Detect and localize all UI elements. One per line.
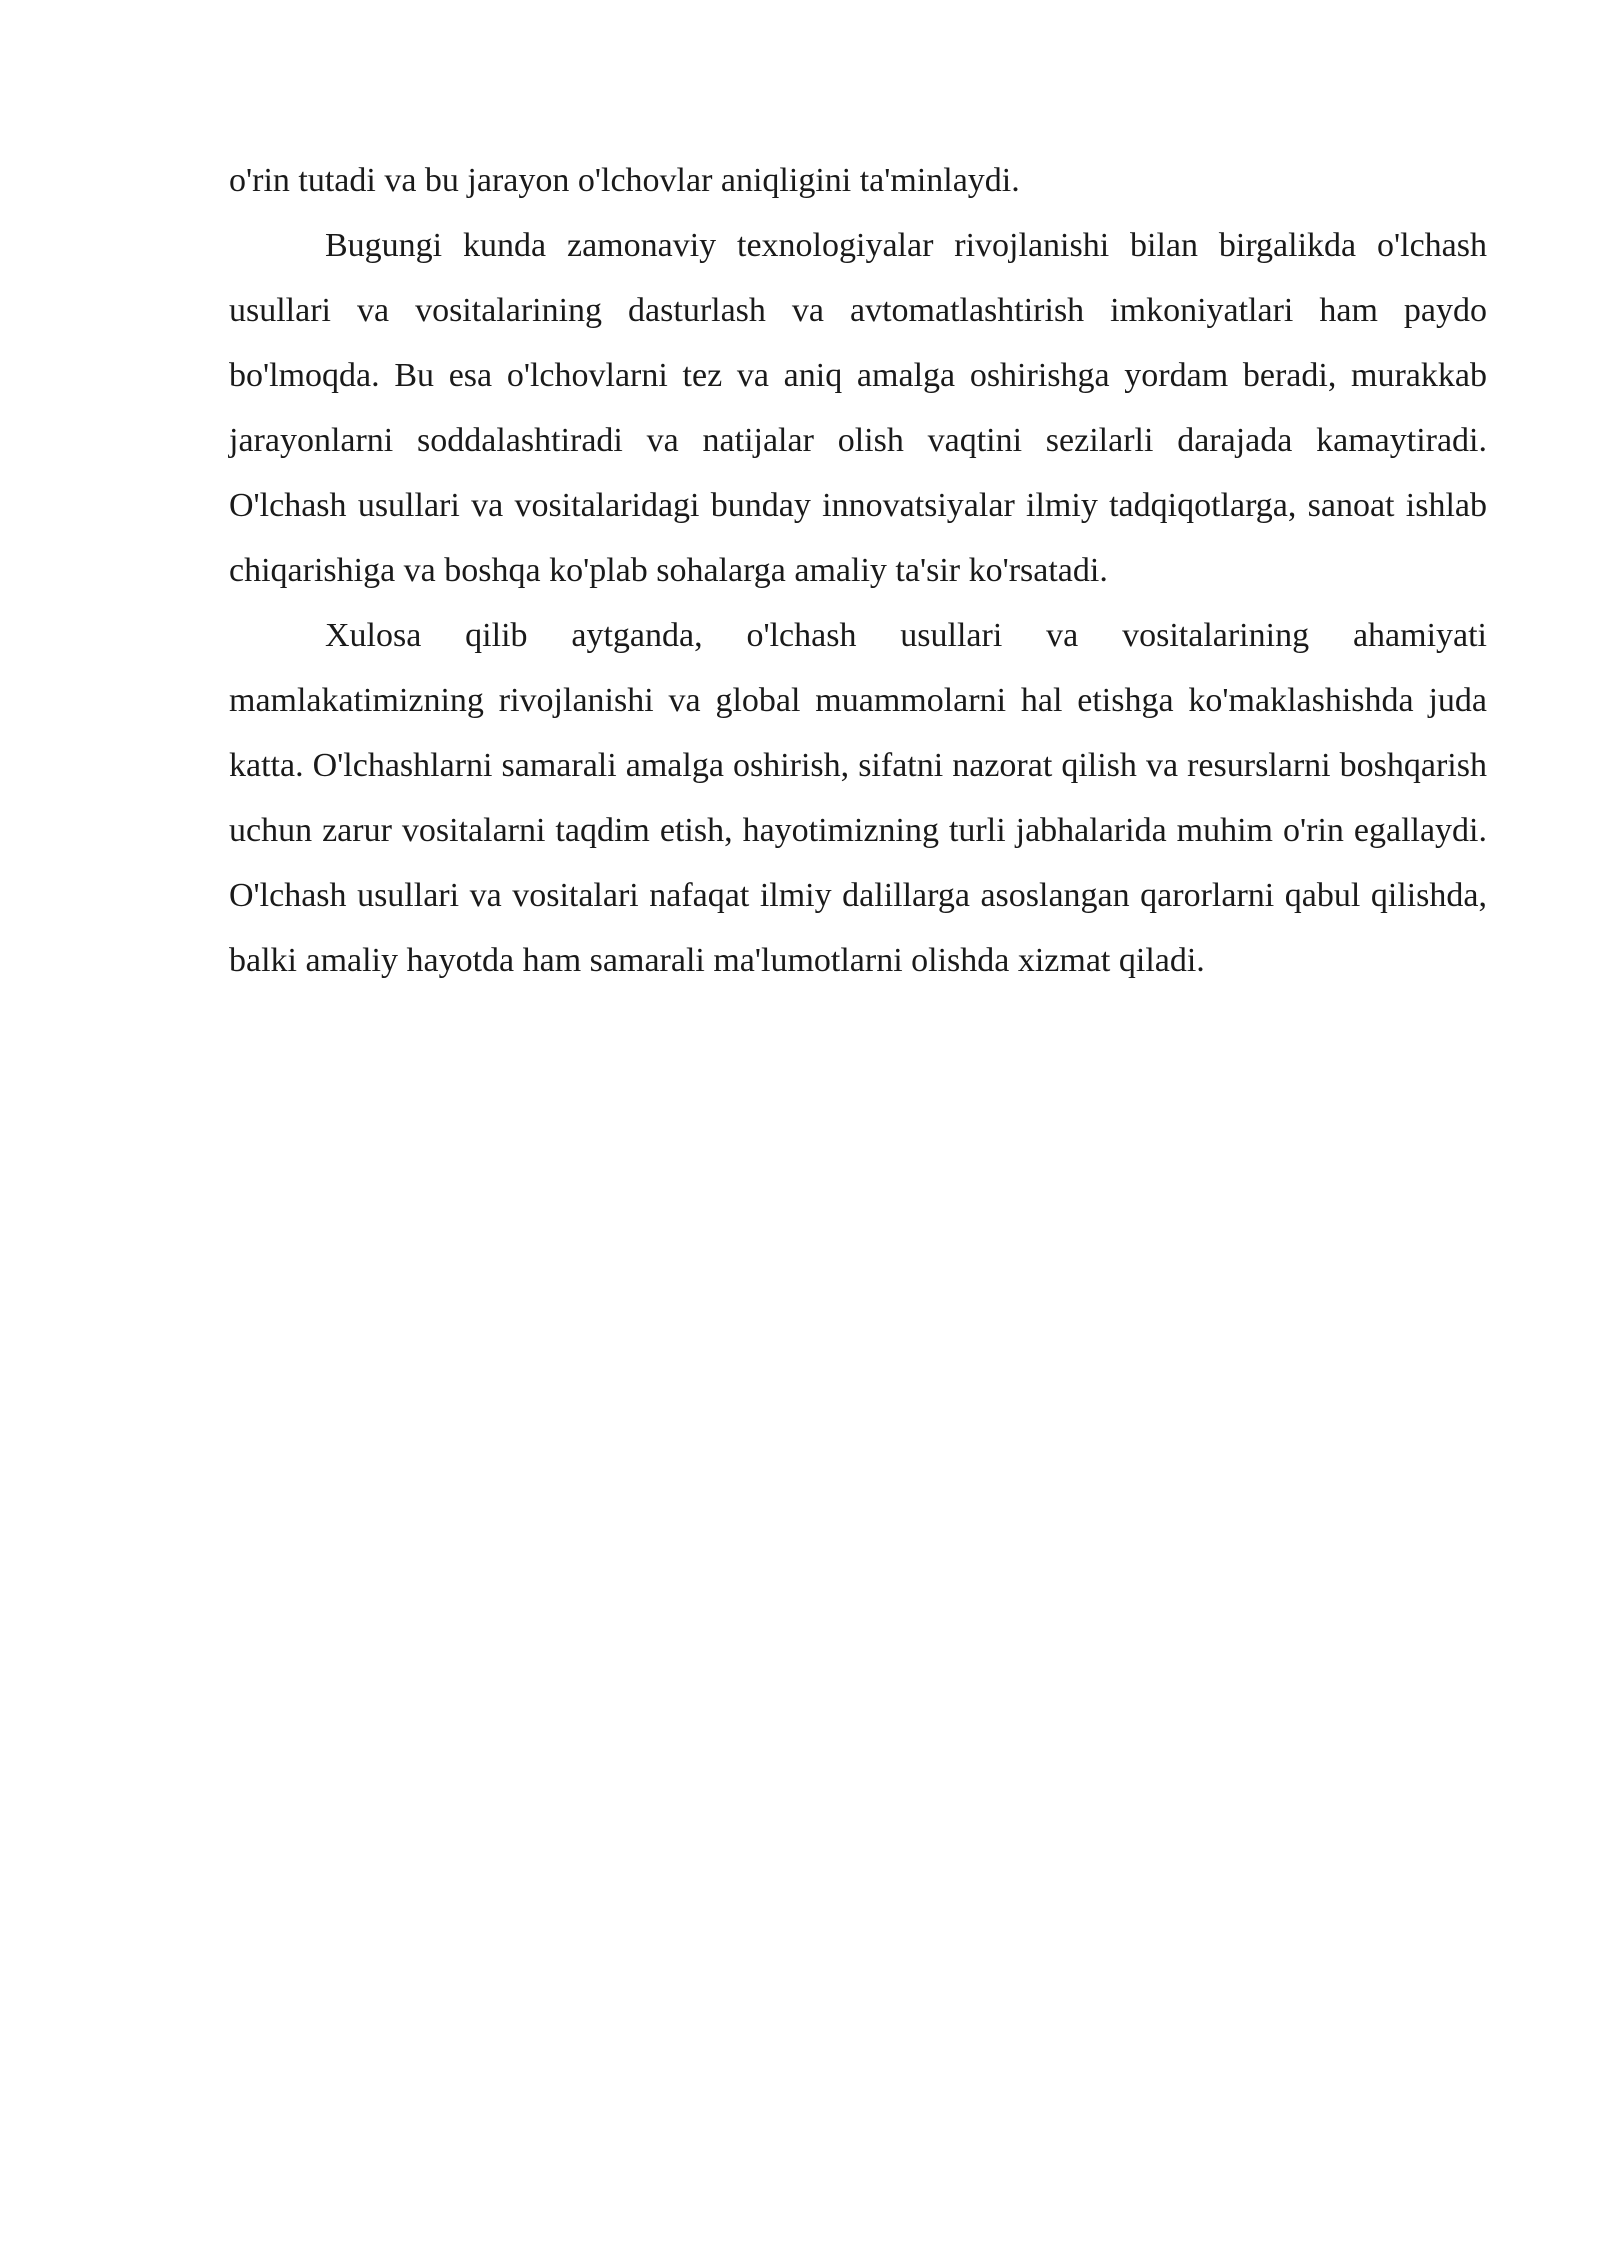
paragraph-continuation: o'rin tutadi va bu jarayon o'lchovlar aniqligini ta'minlaydi. bbox=[229, 162, 1020, 199]
paragraph-conclusion: Xulosa qilib aytganda, o'lchash usullari va vositalarining ahamiyati mamlakatimizning rivojlanishi va global muammolarni hal etishga ko'maklashishda juda katta. O'lchashlarni samarali amalga oshirish, sifatni nazorat qilish va resurslarni boshqarish uchun zarur vositalarni taqdim etish, hayotimizning turli jabhalarida muhim o'rin egallaydi. O'lchash usullari va vositalari nafaqat ilmiy dalillarga asoslangan qarorlarni qabul qilishda, balki amaliy hayotda ham samarali ma'lumotlarni olishda xizmat qiladi. bbox=[229, 617, 1487, 979]
paragraph-technology: Bugungi kunda zamonaviy texnologiyalar rivojlanishi bilan birgalikda o'lchash usullari va vositalarining dasturlash va avtomatlashtirish imkoniyatlari ham paydo bo'lmoqda. Bu esa o'lchovlarni tez va aniq amalga oshirishga yordam beradi, murakkab jarayonlarni soddalashtiradi va natijalar olish vaqtini sezilarli darajada kamaytiradi. O'lchash usullari va vositalaridagi bunday innovatsiyalar ilmiy tadqiqotlarga, sanoat ishlab chiqarishiga va boshqa ko'plab sohalarga amaliy ta'sir ko'rsatadi. bbox=[229, 227, 1487, 589]
document-body bbox=[229, 148, 1487, 993]
